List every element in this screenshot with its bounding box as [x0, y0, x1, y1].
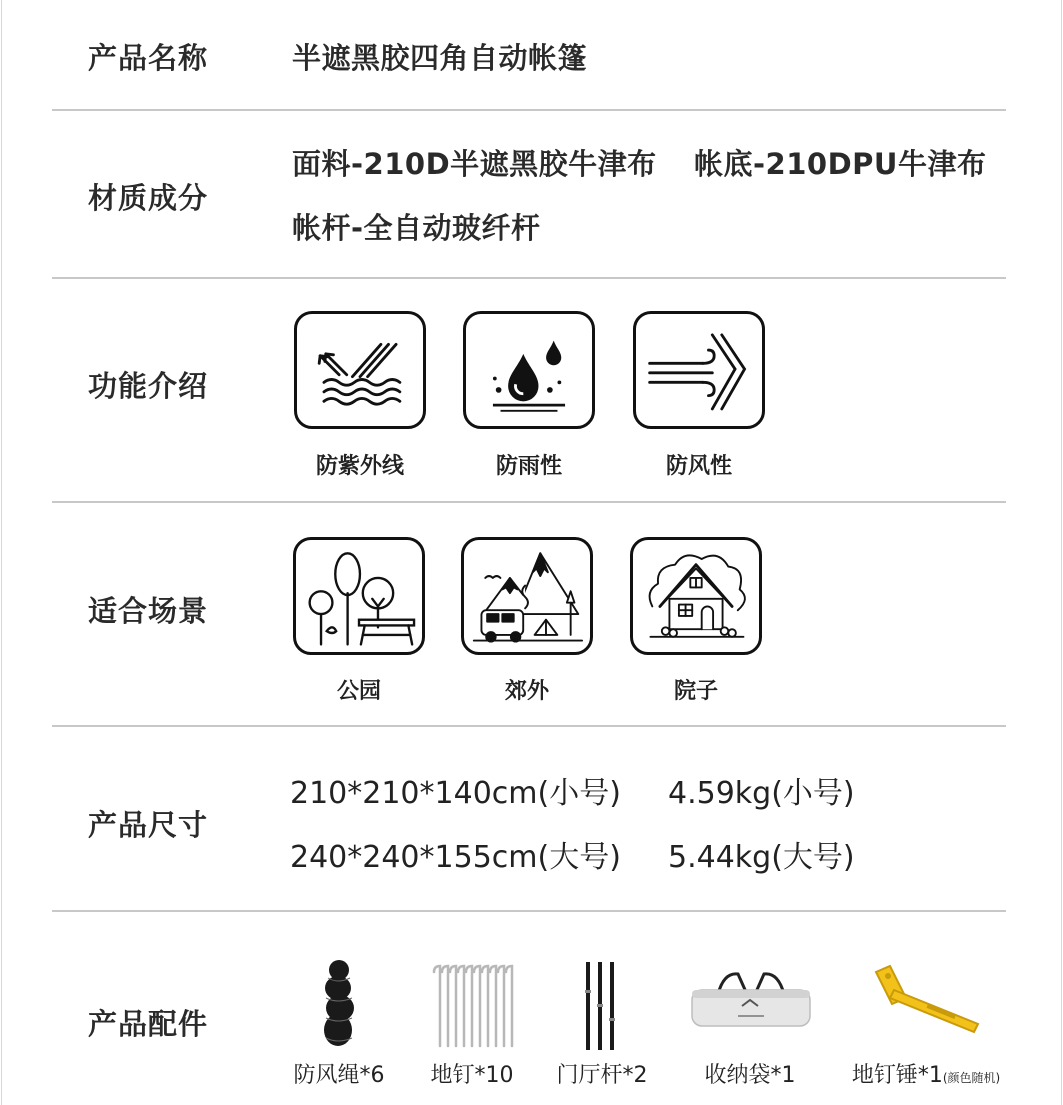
storage-bag-icon: [690, 970, 812, 1030]
size-large-weight: 5.44kg(大号): [668, 840, 855, 875]
rope-icon: [314, 958, 364, 1050]
park-icon: [293, 537, 425, 655]
scene-caption-outdoor: 郊外: [504, 679, 549, 704]
stakes-icon: [428, 962, 518, 1050]
material-floor: 帐底-210DPU牛津布: [694, 147, 987, 181]
hammer-label: 地钉锤*1: [851, 1063, 943, 1088]
accessory-caption-rope: 防风绳*6: [293, 1063, 385, 1088]
accessory-caption-bag: 收纳袋*1: [704, 1063, 796, 1088]
accessories-label: 产品配件: [88, 1007, 209, 1041]
accessory-caption-poles: 门厅杆*2: [556, 1063, 648, 1088]
size-small-weight: 4.59kg(小号): [668, 776, 855, 811]
divider: [52, 725, 1006, 727]
size-small-dimensions: 210*210*140cm(小号): [290, 776, 621, 811]
material-fabric: 面料-210D半遮黑胶牛津布: [292, 147, 657, 181]
hammer-note: (颜色随机): [942, 1071, 1001, 1085]
scene-caption-yard: 院子: [673, 679, 718, 704]
feature-caption-wind: 防风性: [665, 454, 732, 479]
divider: [52, 501, 1006, 503]
size-large-dimensions: 240*240*155cm(大号): [290, 840, 621, 875]
material-pole: 帐杆-全自动玻纤杆: [292, 211, 541, 245]
feature-caption-rain: 防雨性: [495, 454, 562, 479]
accessory-caption-stakes: 地钉*10: [430, 1063, 514, 1088]
stake-hammer-icon: [866, 962, 986, 1038]
accessory-caption-hammer: [842, 1058, 1010, 1089]
poles-icon: [580, 960, 620, 1052]
features-label: 功能介绍: [88, 369, 209, 403]
divider: [52, 910, 1006, 912]
product-name-label: 产品名称: [88, 41, 209, 75]
divider: [52, 277, 1006, 279]
divider: [52, 109, 1006, 111]
uv-protection-icon: [294, 311, 426, 429]
left-edge-line: [1, 0, 2, 1105]
raindrop-icon: [463, 311, 595, 429]
size-label: 产品尺寸: [88, 808, 209, 842]
feature-caption-uv: 防紫外线: [315, 454, 404, 479]
product-name-value: 半遮黑胶四角自动帐篷: [292, 41, 588, 75]
outdoor-icon: [461, 537, 593, 655]
wind-icon: [633, 311, 765, 429]
house-yard-icon: [630, 537, 762, 655]
scene-caption-park: 公园: [336, 679, 381, 704]
scenes-label: 适合场景: [88, 594, 209, 628]
right-edge-line: [1061, 0, 1062, 1105]
material-label: 材质成分: [88, 181, 209, 215]
